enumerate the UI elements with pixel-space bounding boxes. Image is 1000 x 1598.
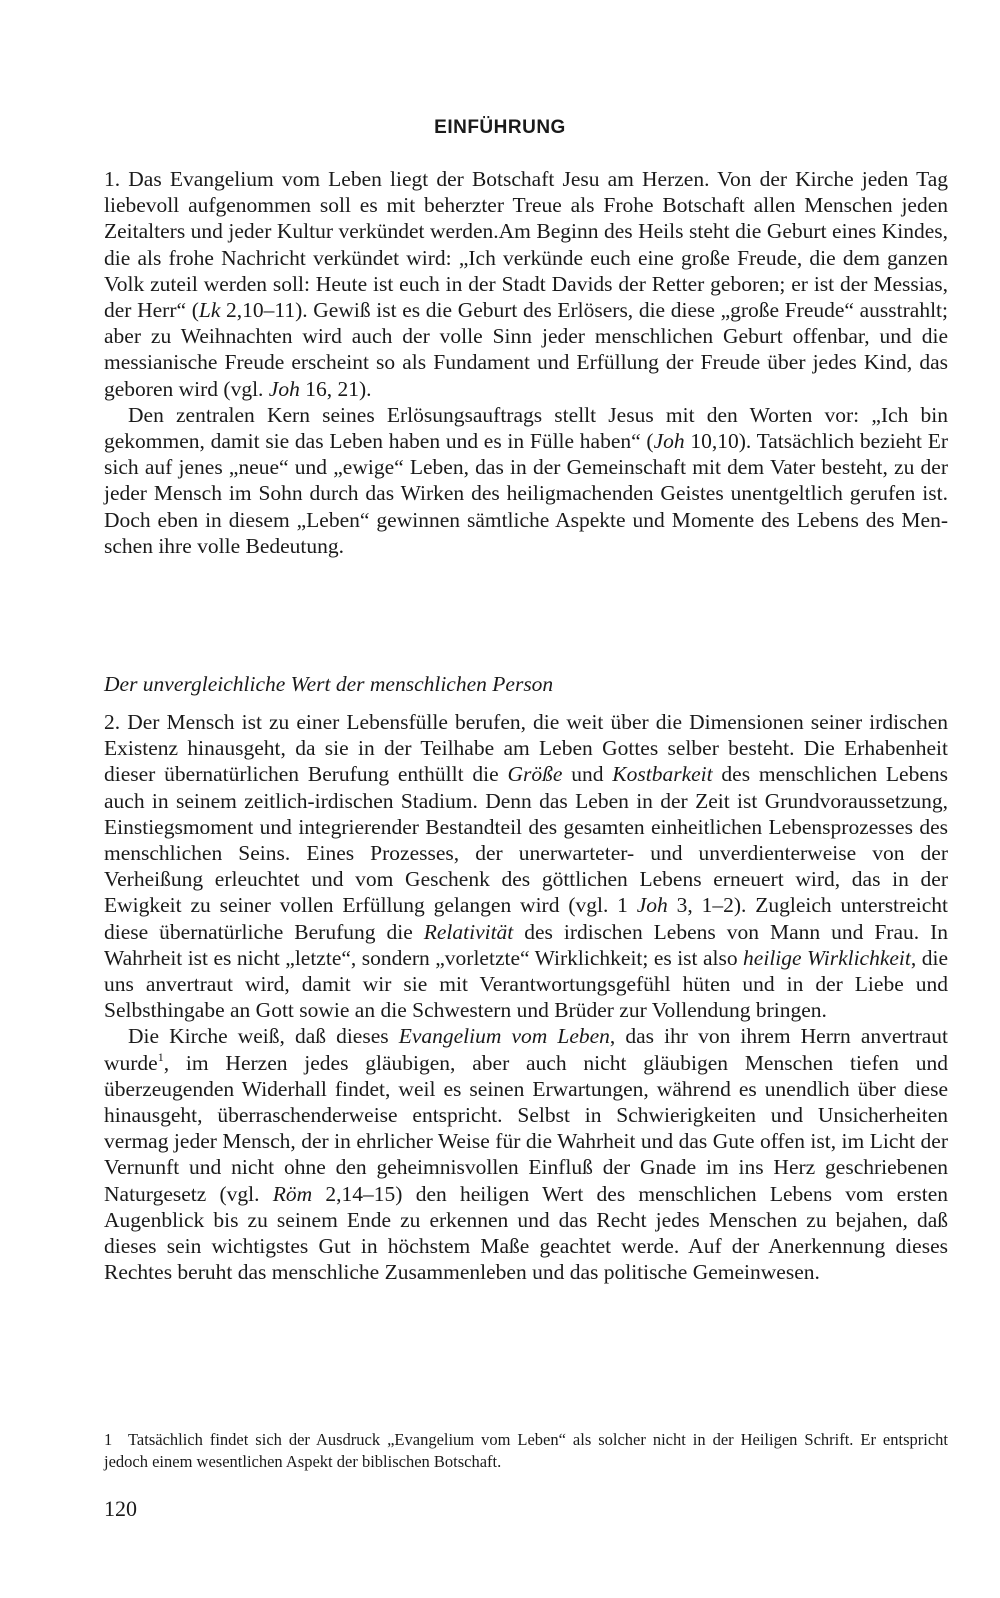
- footnote-text: Tatsächlich findet sich der Ausdruck „Evangelium vom Leben“ als solcher nicht in der Heiligen Schrift. Er entspricht jedoch einem wesentlichen Aspekt der biblischen Botschaft.: [104, 1430, 948, 1471]
- footnote-mark: 1: [104, 1430, 113, 1449]
- page-heading: EINFÜHRUNG: [434, 117, 566, 138]
- paragraph-3: 2. Der Mensch ist zu einer Lebensfülle berufen, die weit über die Dimensionen seiner irdischen Existenz hinausgeht, da sie in der Teilhabe am Leben Gottes selber besteht. Die Erhabenheit dieser übernatürlichen Berufung enthüllt die Größe und Kostbarkeit des menschlichen Lebens auch in seinem zeitlich-irdischen Stadium. Denn das Leben in der Zeit ist Grundvoraussetzung, Einstiegsmoment und integrierender Bestandteil des gesamten einheitlichen Lebensprozesses des menschlichen Seins. Eines Prozesses, der unerwarteter- und unverdienterweise von der Verheißung erleuchtet und vom Geschenk des göttlichen Lebens erneuert wird, das in der Ewigkeit zu seiner vollen Erfüllung gelangen wird (vgl. 1 Joh 3, 1–2). Zugleich unterstreicht diese übernatürliche Berufung die Relativität des irdischen Lebens von Mann und Frau. In Wahrheit ist es nicht „letzte“, sondern „vorletzte“ Wirklichkeit; es ist also heilige Wirklichkeit, die uns anvertraut wird, damit wir sie mit Verantwortungsgefühl hüten und in der Liebe und Selbsthingabe an Gott sowie an die Schwestern und Brüder zur Vollendung bringen.: [104, 710, 949, 1023]
- footnote-reference[interactable]: 1: [157, 1049, 164, 1064]
- section-person-value: [104, 671, 948, 1285]
- section-title: Der unvergleichliche Wert der menschlichen Person: [104, 672, 554, 696]
- paragraph-4: Die Kirche weiß, daß dieses Evangelium vom Leben, das ihr von ihrem Herrn anvertraut wurde$^1$, im Herzen jedes gläubigen, aber auch nicht gläubigen Menschen tiefen und überzeugenden Widerhall findet, weil es seinen Erwartungen, während es unendlich über diese hinausgeht, überraschenderweise entspricht. Selbst in Schwierigkeiten und Unsicherheiten vermag jeder Mensch, der in ehrlicher Weise für die Wahrheit und das Gute offen ist, im Licht der Vernunft und nicht ohne den geheimnisvollen Einfluß der Gnade im ins Herz geschriebenen Naturgesetz (vgl. Röm 2,14–15) den heiligen Wert des menschlichen Lebens vom ersten Augenblick bis zu seinem Ende zu erkennen und das Recht jedes Menschen zu bejahen, daß dieses sein wichtigstes Gut in höchstem Maße geachtet werde. Auf der Anerkennung dieses Rechtes beruht das menschliche Zusammenleben und das politische Gemeinwesen.: [104, 1024, 948, 1285]
- page-number: 120: [104, 1496, 137, 1521]
- footnote: [104, 1429, 948, 1473]
- section-introduction: [104, 166, 948, 559]
- paragraph-2: Den zentralen Kern seines Erlösungsauftrags stellt Jesus mit den Worten vor: „Ich bin gekommen, damit sie das Leben haben und es in Fülle haben“ (Joh 10,10). Tatsächlich bezieht Er sich auf jenes „neue“ und „ewige“ Leben, das in der Gemeinschaft mit dem Vater besteht, zu der jeder Mensch im Sohn durch das Wirken des heiligmachenden Geistes unentgeltlich gerufen ist. Doch eben in diesem „Leben“ gewinnen sämtliche Aspekte und Momente des Lebens des Menschen ihre volle Bedeutung.: [104, 402, 948, 558]
- paragraph-1: 1. Das Evangelium vom Leben liegt der Botschaft Jesu am Herzen. Von der Kirche jeden Tag liebevoll aufgenommen soll es mit beherzter Treue als Frohe Botschaft allen Menschen jeden Zeitalters und jeder Kultur verkündet werden.Am Beginn des Heils steht die Geburt eines Kindes, die als frohe Nachricht verkündet wird: „Ich verkünde euch eine große Freude, die dem ganzen Volk zuteil werden soll: Heute ist euch in der Stadt Davids der Retter geboren; er ist der Messias, der Herr“ (Lk 2,10–11). Gewiß ist es die Geburt des Erlösers, die diese „große Freude“ ausstrahlt; aber zu Weihnachten wird auch der volle Sinn jeder menschlichen Geburt offenbar, und die messianische Freude erscheint so als Fundament und Erfüllung der Freude über jedes Kind, das geboren wird (vgl. Joh 16, 21).: [104, 167, 949, 401]
